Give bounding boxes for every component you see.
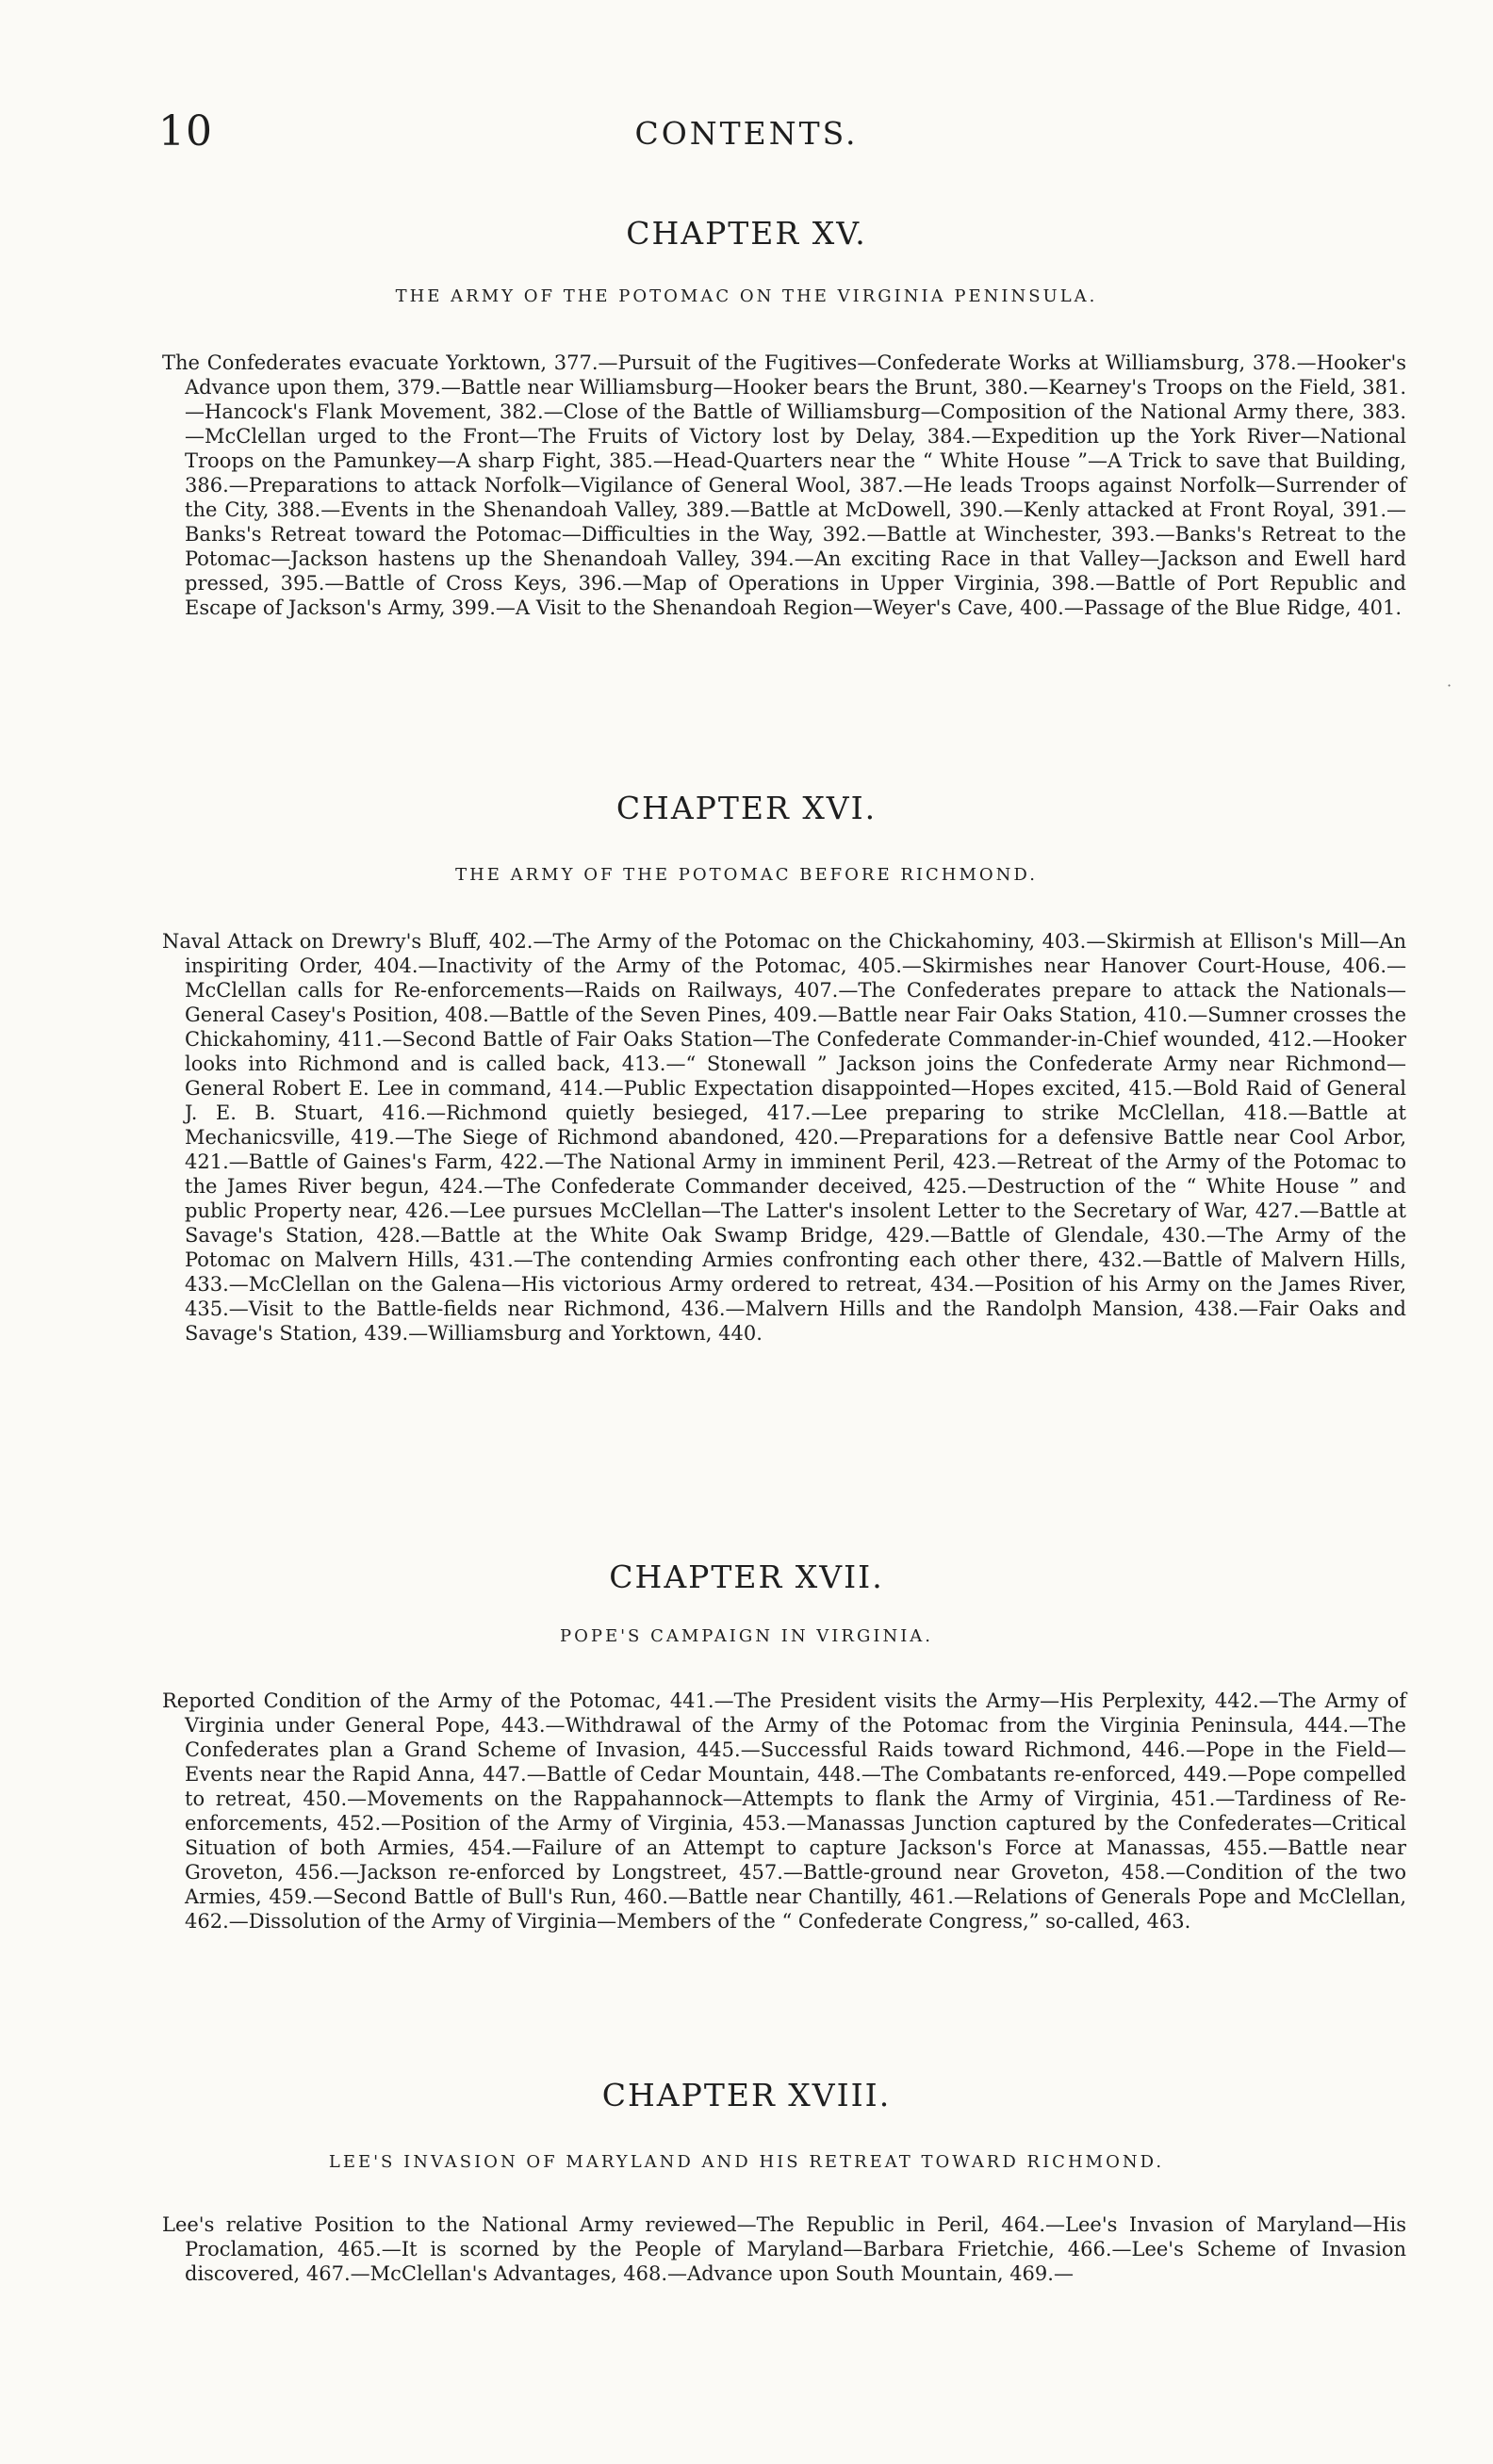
chapter-subtitle-xvii-wrap xyxy=(0,1626,1493,1646)
chapter-title: CHAPTER XVII. xyxy=(609,1558,884,1595)
chapter-subtitle: LEE'S INVASION OF MARYLAND AND HIS RETREAT TOWARD RICHMOND. xyxy=(328,2152,1165,2172)
chapter-subtitle: THE ARMY OF THE POTOMAC BEFORE RICHMOND. xyxy=(455,865,1038,885)
chapter-summary: Lee's relative Position to the National Army reviewed—The Republic in Peril, 464.—Lee's Invasion of Maryland—His Proclamation, 465.—It is scorned by the People of Maryland—Barbara Frietchie, 466.—Lee's Scheme of Invasion discovered, 467.—McClellan's Advantages, 468.—Advance upon South Mountain, 469.— xyxy=(162,2213,1406,2285)
chapter-heading-xvi xyxy=(0,790,1493,826)
chapter-summary: Naval Attack on Drewry's Bluff, 402.—The Army of the Potomac on the Chickahominy, 403.—Skirmish at Ellison's Mill—An inspiriting Order, 404.—Inactivity of the Army of the Potomac, 405.—Skirmishes near Hanover Court-House, 406.—McClellan calls for Re-enforcements—Raids on Railways, 407.—The Confederates prepare to attack the Nationals—General Casey's Position, 408.—Battle of the Seven Pines, 409.—Battle near Fair Oaks Station, 410.—Sumner crosses the Chickahominy, 411.—Second Battle of Fair Oaks Station—The Confederate Commander-in-Chief wounded, 412.—Hooker looks into Richmond and is called back, 413.—“ Stonewall ” Jackson joins the Confederate Army near Richmond—General Robert E. Lee in command, 414.—Public Expectation disappointed—Hopes excited, 415.—Bold Raid of General J. E. B. Stuart, 416.—Richmond quietly besieged, 417.—Lee preparing to strike McClellan, 418.—Battle at Mechanicsville, 419.—The Siege of Richmond abandoned, 420.—Preparations for a defensive Battle near Cool Arbor, 421.—Battle of Gaines's Farm, 422.—The National Army in imminent Peril, 423.—Retreat of the Army of the Potomac to the James River begun, 424.—The Confederate Commander deceived, 425.—Destruction of the “ White House ” and public Property near, 426.—Lee pursues McClellan—The Latter's insolent Letter to the Secretary of War, 427.—Battle at Savage's Station, 428.—Battle at the White Oak Swamp Bridge, 429.—Battle of Glendale, 430.—The Army of the Potomac on Malvern Hills, 431.—The contending Armies confronting each other there, 432.—Battle of Malvern Hills, 433.—McClellan on the Galena—His victorious Army ordered to retreat, 434.—Position of his Army on the James River, 435.—Visit to the Battle-fields near Richmond, 436.—Malvern Hills and the Randolph Mansion, 438.—Fair Oaks and Savage's Station, 439.—Williamsburg and Yorktown, 440. xyxy=(162,930,1407,1345)
margin-mark: · xyxy=(1447,677,1452,694)
chapter-heading-xv xyxy=(0,215,1493,252)
chapter-subtitle: THE ARMY OF THE POTOMAC ON THE VIRGINIA PENINSULA. xyxy=(395,286,1098,306)
running-head: CONTENTS. xyxy=(634,115,859,152)
chapter-title: CHAPTER XV. xyxy=(626,215,867,252)
chapter-subtitle-xvi-wrap xyxy=(0,865,1493,885)
chapter-title: CHAPTER XVIII. xyxy=(601,2077,892,2113)
chapter-summary: Reported Condition of the Army of the Potomac, 441.—The President visits the Army—His Perplexity, 442.—The Army of Virginia under General Pope, 443.—Withdrawal of the Army of the Potomac from the Virginia Peninsula, 444.—The Confederates plan a Grand Scheme of Invasion, 445.—Successful Raids toward Richmond, 446.—Pope in the Field—Events near the Rapid Anna, 447.—Battle of Cedar Mountain, 448.—The Combatants re-enforced, 449.—Pope compelled to retreat, 450.—Movements on the Rappahannock—Attempts to flank the Army of Virginia, 451.—Tardiness of Re-enforcements, 452.—Position of the Army of Virginia, 453.—Manassas Junction captured by the Confederates—Critical Situation of both Armies, 454.—Failure of an Attempt to capture Jackson's Force at Manassas, 455.—Battle near Groveton, 456.—Jackson re-enforced by Longstreet, 457.—Battle-ground near Groveton, 458.—Condition of the two Armies, 459.—Second Battle of Bull's Run, 460.—Battle near Chantilly, 461.—Relations of Generals Pope and McClellan, 462.—Dissolution of the Army of Virginia—Members of the “ Confederate Congress,” so-called, 463. xyxy=(162,1689,1406,1933)
page-number: 10 xyxy=(158,107,213,155)
chapter-heading-xviii xyxy=(0,2077,1493,2113)
chapter-subtitle: POPE'S CAMPAIGN IN VIRGINIA. xyxy=(559,1626,934,1646)
chapter-subtitle-xv-wrap xyxy=(0,286,1493,306)
chapter-title: CHAPTER XVI. xyxy=(615,790,878,826)
chapter-summary: The Confederates evacuate Yorktown, 377.—Pursuit of the Fugitives—Confederate Works at Williamsburg, 378.—Hooker's Advance upon them, 379.—Battle near Williamsburg—Hooker bears the Brunt, 380.—Kearney's Troops on the Field, 381.—Hancock's Flank Movement, 382.—Close of the Battle of Williamsburg—Composition of the National Army there, 383.—McClellan urged to the Front—The Fruits of Victory lost by Delay, 384.—Expedition up the York River—National Troops on the Pamunkey—A sharp Fight, 385.—Head-Quarters near the “ White House ”—A Trick to save that Building, 386.—Preparations to attack Norfolk—Vigilance of General Wool, 387.—He leads Troops against Norfolk—Surrender of the City, 388.—Events in the Shenandoah Valley, 389.—Battle at McDowell, 390.—Kenly attacked at Front Royal, 391.—Banks's Retreat toward the Potomac—Difficulties in the Way, 392.—Battle at Winchester, 393.—Banks's Retreat to the Potomac—Jackson hastens up the Shenandoah Valley, 394.—An exciting Race in that Valley—Jackson and Ewell hard pressed, 395.—Battle of Cross Keys, 396.—Map of Operations in Upper Virginia, 398.—Battle of Port Republic and Escape of Jackson's Army, 399.—A Visit to the Shenandoah Region—Weyer's Cave, 400.—Passage of the Blue Ridge, 401. xyxy=(162,351,1406,619)
chapter-heading-xvii xyxy=(0,1558,1493,1595)
chapter-subtitle-xviii-wrap xyxy=(0,2152,1493,2172)
